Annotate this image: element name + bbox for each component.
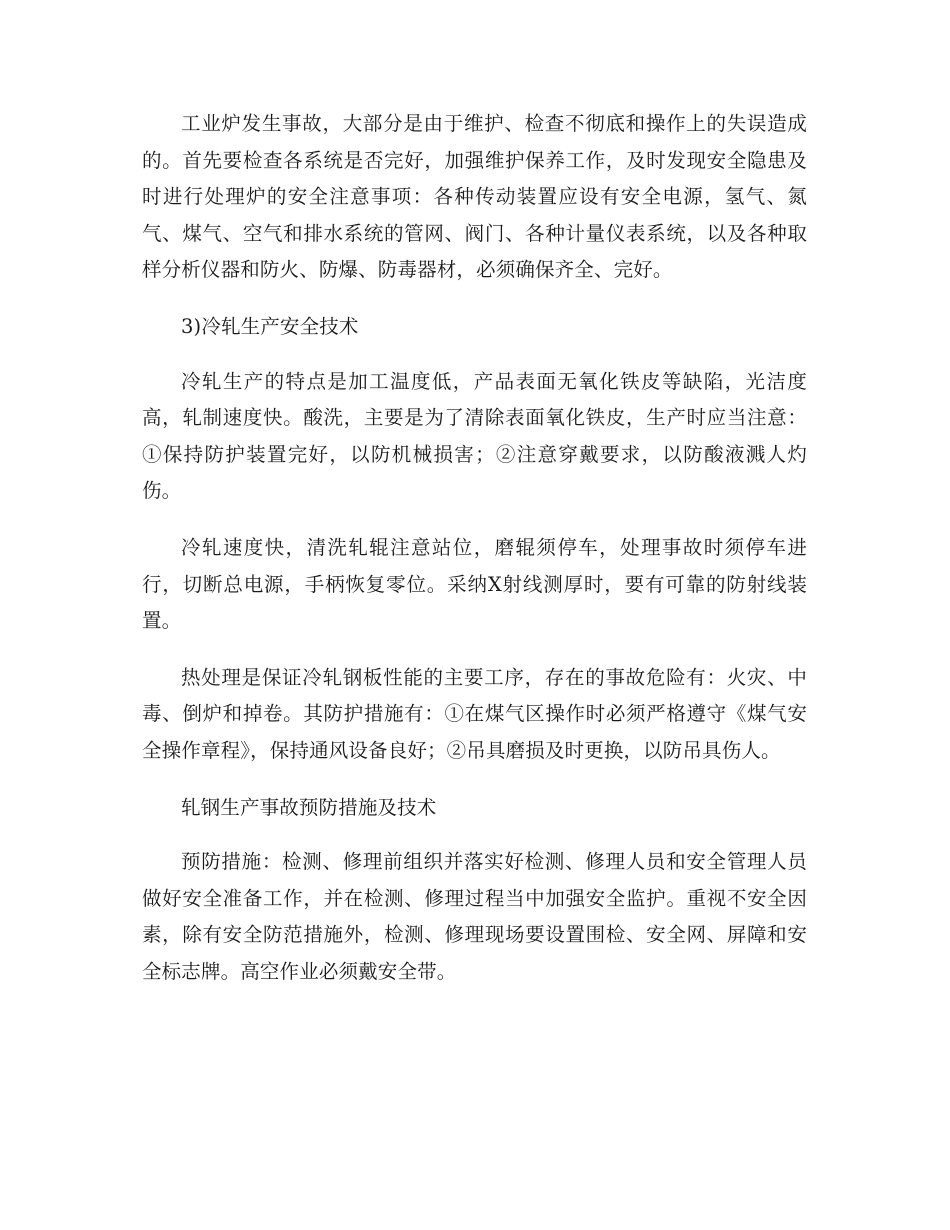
paragraph-furnace-accidents: 工业炉发生事故，大部分是由于维护、检查不彻底和操作上的失误造成的。首先要检查各系统是否完好，加强维护保养工作，及时发现安全隐患及时进行处理炉的安全注意事项：各种传动装置应设有安全电源，氢气、氮气、煤气、空气和排水系统的管网、阀门、各种计量仪表系统，以及各种取样分析仪器和防火、防爆、防毒器材，必须确保齐全、完好。 [142,112,807,282]
paragraph-heat-treatment: 热处理是保证冷轧钢板性能的主要工序，存在的事故危险有：火灾、中毒、倒炉和掉卷。其防护措施有：①在煤气区操作时必须严格遵守《煤气安全操作章程》，保持通风设备良好；②吊具磨损及时更换，以防吊具伤人。 [142,665,807,762]
section-heading-cold-rolling: 3)冷轧生产安全技术 [181,314,359,338]
document-body [142,106,807,1010]
paragraph-cold-rolling-speed: 冷轧速度快，清洗轧辊注意站位，磨辊须停车，处理事故时须停车进行，切断总电源，手柄恢复零位。采纳X射线测厚时，要有可靠的防射线装置。 [142,535,807,633]
paragraph-prevention-measures: 预防措施：检测、修理前组织并落实好检测、修理人员和安全管理人员做好安全准备工作，并在检测、修理过程当中加强安全监护。重视不安全因素，除有安全防范措施外，检测、修理现场要设置围检、安全网、屏障和安全标志牌。高空作业必须戴安全带。 [142,850,807,983]
paragraph-cold-rolling-features: 冷轧生产的特点是加工温度低，产品表面无氧化铁皮等缺陷，光洁度高，轧制速度快。酸洗，主要是为了清除表面氧化铁皮，生产时应当注意：①保持防护装置完好，以防机械损害；②注意穿戴要求，以防酸液溅人灼伤。 [142,369,807,503]
section-heading-accident-prevention: 轧钢生产事故预防措施及技术 [181,795,437,819]
